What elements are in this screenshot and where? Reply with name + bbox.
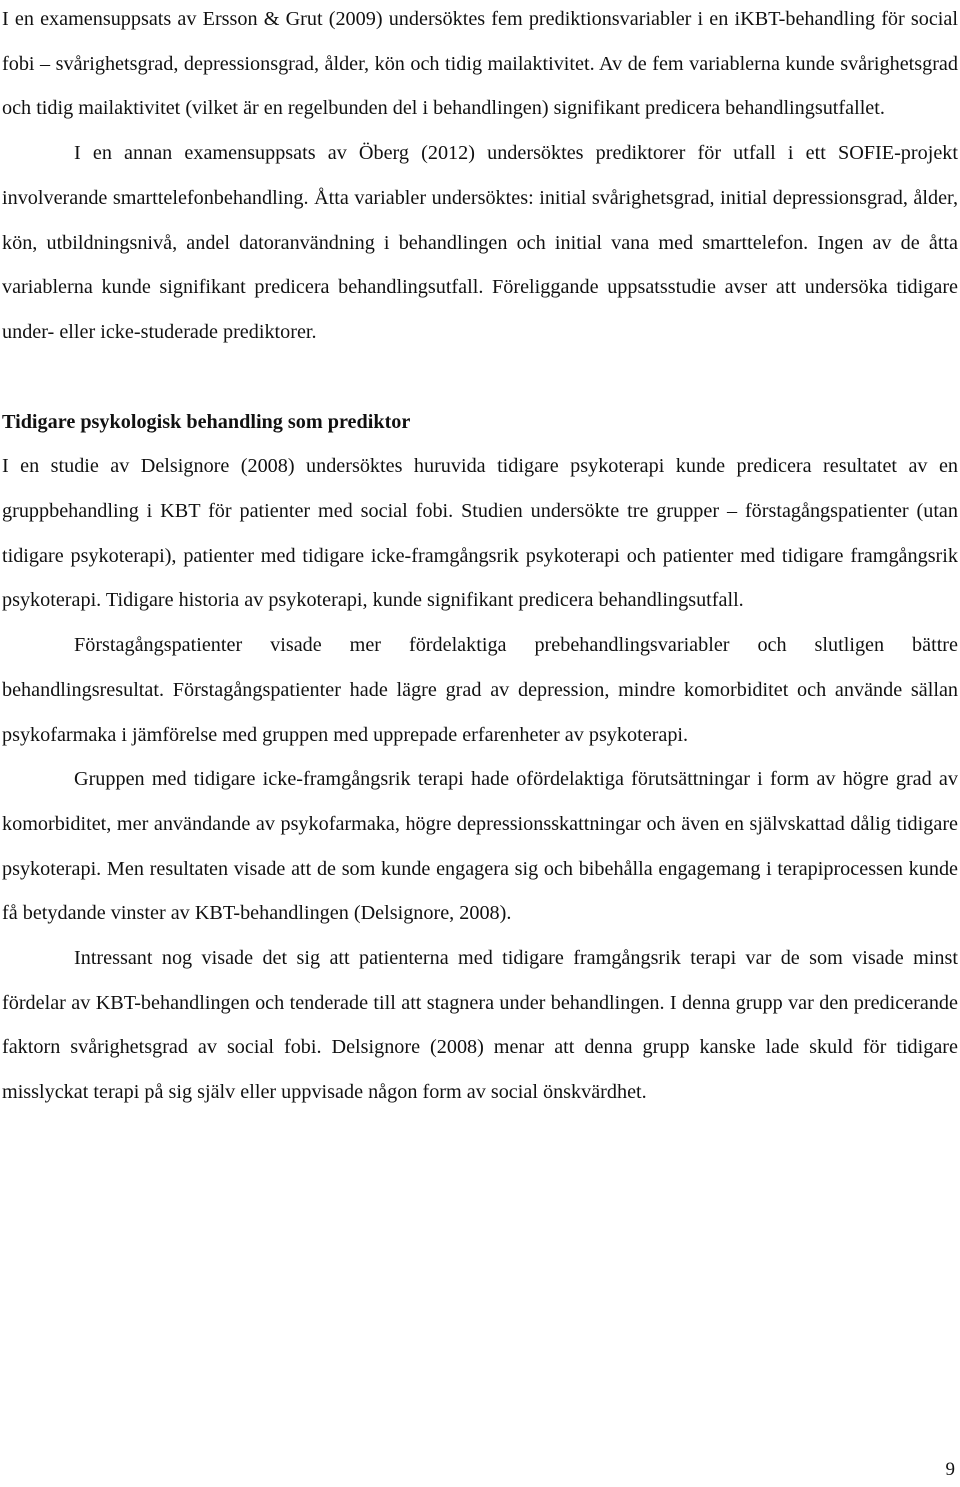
section-heading: Tidigare psykologisk behandling som prediktor: [2, 410, 411, 433]
page-number: 9: [945, 1459, 955, 1480]
paragraph-first-time-patients: Förstagångspatienter visade mer fördelaktiga prebehandlingsvariabler och slutligen bättre behandlingsresultat. Förstagångspatienter hade lägre grad av depression, mindre komorbiditet och använde sällan psykofarmaka i jämförelse med gruppen med upprepade erfarenheter av psykoterapi.: [2, 634, 958, 746]
paragraph-delsignore-study: I en studie av Delsignore (2008) undersöktes huruvida tidigare psykoterapi kunde predicera resultatet av en gruppbehandling i KBT för patienter med social fobi. Studien undersökte tre grupper – förstagångspatienter (utan tidigare psykoterapi), patienter med tidigare icke-framgångsrik psykoterapi och patienter med tidigare framgångsrik psykoterapi. Tidigare historia av psykoterapi, kunde signifikant predicera behandlingsutfall.: [2, 455, 958, 612]
page-body: [2, 0, 958, 1115]
paragraph-ersson-grut: I en examensuppsats av Ersson & Grut (2009) undersöktes fem prediktionsvariabler i en iKBT-behandling för social fobi – svårighetsgrad, depressionsgrad, ålder, kön och tidig mailaktivitet. Av de fem variablerna kunde svårighetsgrad och tidig mailaktivitet (vilket är en regelbunden del i behandlingen) signifikant predicera behandlingsutfallet.: [2, 8, 958, 120]
paragraph-unsuccessful-therapy-group: Gruppen med tidigare icke-framgångsrik terapi hade ofördelaktiga förutsättningar i form av högre grad av komorbiditet, mer användande av psykofarmaka, högre depressionsskattningar och även en självskattad dålig tidigare psykoterapi. Men resultaten visade att de som kunde engagera sig och bibehålla engagemang i terapiprocessen kunde få betydande vinster av KBT-behandlingen (Delsignore, 2008).: [2, 768, 958, 925]
paragraph-successful-therapy-group: Intressant nog visade det sig att patienterna med tidigare framgångsrik terapi var de som visade minst fördelar av KBT-behandlingen och tenderade till att stagnera under behandlingen. I denna grupp var den predicerande faktorn svårighetsgrad av social fobi. Delsignore (2008) menar att denna grupp kanske lade skuld för tidigare misslyckat terapi på sig själv eller uppvisade någon form av social önskvärdhet.: [2, 947, 958, 1104]
paragraph-oberg: I en annan examensuppsats av Öberg (2012) undersöktes prediktorer för utfall i ett SOFIE-projekt involverande smarttelefonbehandling. Åtta variabler undersöktes: initial svårighetsgrad, initial depressionsgrad, ålder, kön, utbildningsnivå, andel datoranvändning i behandlingen och initial vana med smarttelefon. Ingen av de åtta variablerna kunde signifikant predicera behandlingsutfall. Föreliggande uppsatsstudie avser att undersöka tidigare under- eller icke-studerade prediktorer.: [2, 142, 958, 343]
